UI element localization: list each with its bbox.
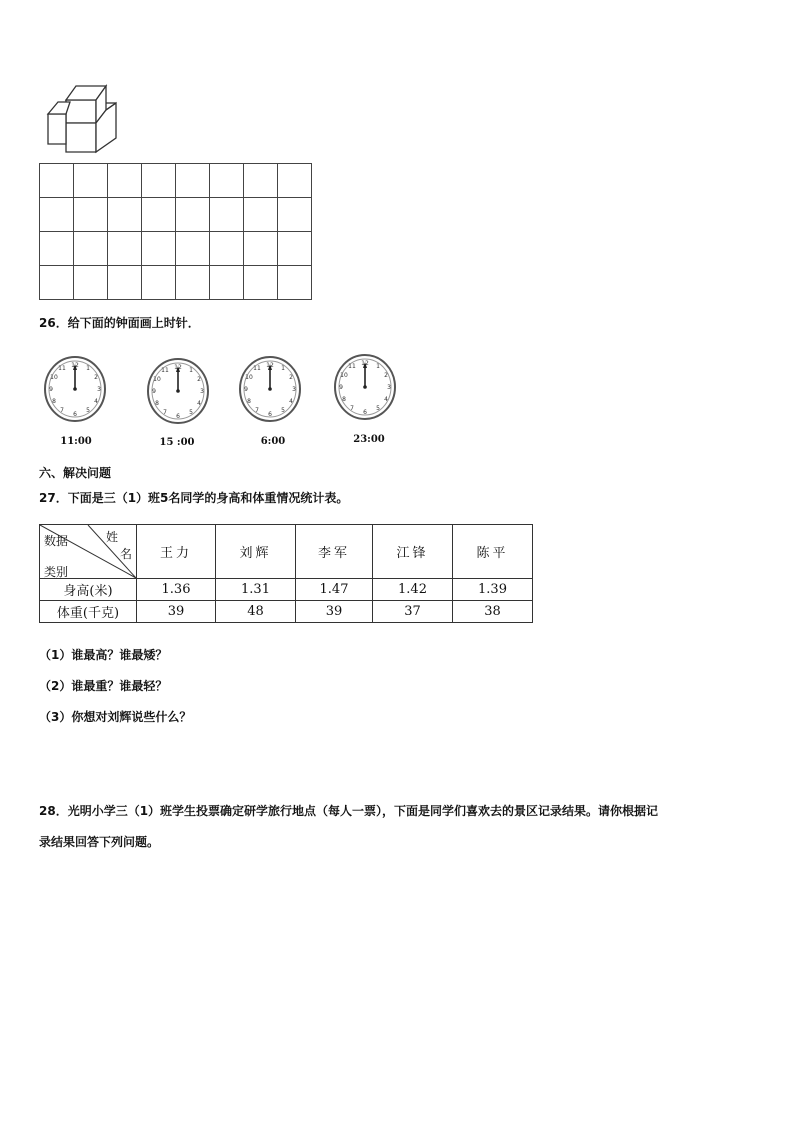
table-header-name: 刘辉 <box>216 525 296 579</box>
table-cell: 38 <box>453 601 533 623</box>
table-header-name: 陈平 <box>453 525 533 579</box>
question-28-line-1: 28．光明小学三（1）班学生投票确定研学旅行地点（每人一票），下面是同学们喜欢去的景区记录结果。请你根据记 <box>39 804 659 818</box>
square-grid <box>39 163 312 300</box>
clock-label: 15 :00 <box>159 437 195 448</box>
clock-label: 6:00 <box>260 436 286 447</box>
table-header-name: 江锋 <box>373 525 453 579</box>
table-cell: 1.47 <box>296 579 373 601</box>
table-row <box>40 601 533 623</box>
table-cell: 1.31 <box>216 579 296 601</box>
clock-face-icon[interactable] <box>333 353 397 421</box>
section-title: 六、解决问题 <box>39 466 112 480</box>
row-label: 身高(米) <box>40 579 137 601</box>
table-cell: 37 <box>373 601 453 623</box>
clock-face-icon[interactable] <box>43 355 107 423</box>
table-cell: 39 <box>137 601 216 623</box>
clock-label: 11:00 <box>60 436 92 447</box>
table-cell: 1.39 <box>453 579 533 601</box>
cube-figure <box>44 78 122 156</box>
question-27-sub-2: （2）谁最重？谁最轻？ <box>39 679 168 693</box>
table-cell: 39 <box>296 601 373 623</box>
clock-face-icon[interactable] <box>238 355 302 423</box>
clock-face-icon[interactable] <box>146 357 210 425</box>
row-label: 体重(千克) <box>40 601 137 623</box>
question-27-sub-3: （3）你想对刘辉说些什么？ <box>39 710 192 724</box>
table-cell: 1.36 <box>137 579 216 601</box>
question-27-title: 27．下面是三（1）班5名同学的身高和体重情况统计表。 <box>39 491 349 505</box>
table-header-name: 李军 <box>296 525 373 579</box>
stats-table <box>39 524 533 623</box>
table-corner-header: 姓 名 数据 类别 <box>40 525 137 579</box>
table-cell: 1.42 <box>373 579 453 601</box>
table-row <box>40 579 533 601</box>
table-cell: 48 <box>216 601 296 623</box>
question-28-line-2: 录结果回答下列问题。 <box>39 835 160 849</box>
question-27-sub-1: （1）谁最高？谁最矮？ <box>39 648 168 662</box>
question-26-title: 26．给下面的钟面画上时针． <box>39 316 200 330</box>
clock-label: 23:00 <box>353 434 385 445</box>
table-header-name: 王力 <box>137 525 216 579</box>
